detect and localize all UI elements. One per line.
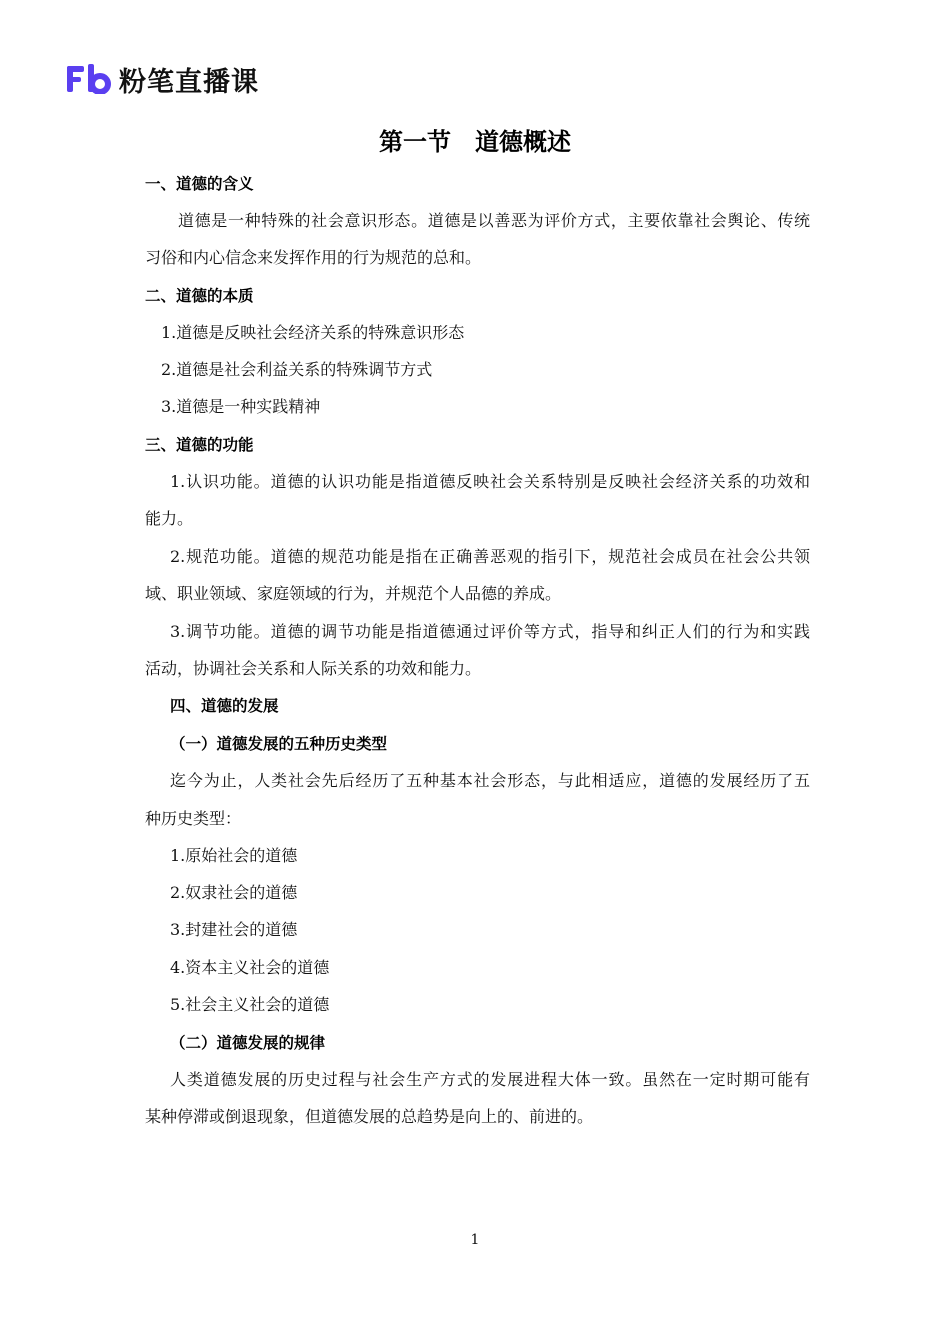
section-heading-meaning: 一、道德的含义 — [145, 175, 254, 193]
paragraph-line: 3.调节功能。道德的调节功能是指道德通过评价等方式，指导和纠正人们的行为和实践 — [170, 622, 810, 641]
list-item: 3.道德是一种实践精神 — [161, 397, 321, 416]
paragraph-line: 种历史类型： — [145, 809, 242, 828]
paragraph-line: 道德是一种特殊的社会意识形态。道德是以善恶为评价方式，主要依靠社会舆论、传统 — [178, 211, 810, 230]
list-item: 2.道德是社会利益关系的特殊调节方式 — [161, 360, 433, 379]
list-item: 5.社会主义社会的道德 — [170, 995, 330, 1014]
paragraph-line: 迄今为止，人类社会先后经历了五种基本社会形态，与此相适应，道德的发展经历了五 — [170, 771, 810, 790]
list-item: 1.原始社会的道德 — [170, 846, 298, 865]
brand-name: 粉笔直播课 — [119, 66, 259, 98]
section-heading-function: 三、道德的功能 — [145, 436, 254, 454]
paragraph-line: 某种停滞或倒退现象，但道德发展的总趋势是向上的、前进的。 — [145, 1107, 594, 1126]
page-number: 1 — [470, 1232, 480, 1248]
paragraph-line: 2.规范功能。道德的规范功能是指在正确善恶观的指引下，规范社会成员在社会公共领 — [170, 547, 810, 566]
list-item: 4.资本主义社会的道德 — [170, 958, 330, 977]
section-heading-essence: 二、道德的本质 — [145, 287, 254, 305]
paragraph-line: 能力。 — [145, 509, 194, 528]
section-heading-development: 四、道德的发展 — [170, 697, 279, 715]
paragraph-line: 人类道德发展的历史过程与社会生产方式的发展进程大体一致。虽然在一定时期可能有 — [170, 1070, 810, 1089]
paragraph-line: 习俗和内心信念来发挥作用的行为规范的总和。 — [145, 248, 482, 267]
brand-logo — [67, 62, 259, 96]
fb-logo-icon — [67, 64, 111, 94]
list-item: 2.奴隶社会的道德 — [170, 883, 298, 902]
list-item: 3.封建社会的道德 — [170, 920, 298, 939]
paragraph-line: 域、职业领域、家庭领域的行为，并规范个人品德的养成。 — [145, 584, 562, 603]
paragraph-line: 活动，协调社会关系和人际关系的功效和能力。 — [145, 659, 482, 678]
list-item: 1.道德是反映社会经济关系的特殊意识形态 — [161, 323, 465, 342]
paragraph-line: 1.认识功能。道德的认识功能是指道德反映社会关系特别是反映社会经济关系的功效和 — [170, 472, 810, 491]
page-title: 第一节 道德概述 — [379, 128, 571, 156]
subsection-heading-types: （一）道德发展的五种历史类型 — [170, 735, 388, 753]
subsection-heading-law: （二）道德发展的规律 — [170, 1034, 326, 1052]
